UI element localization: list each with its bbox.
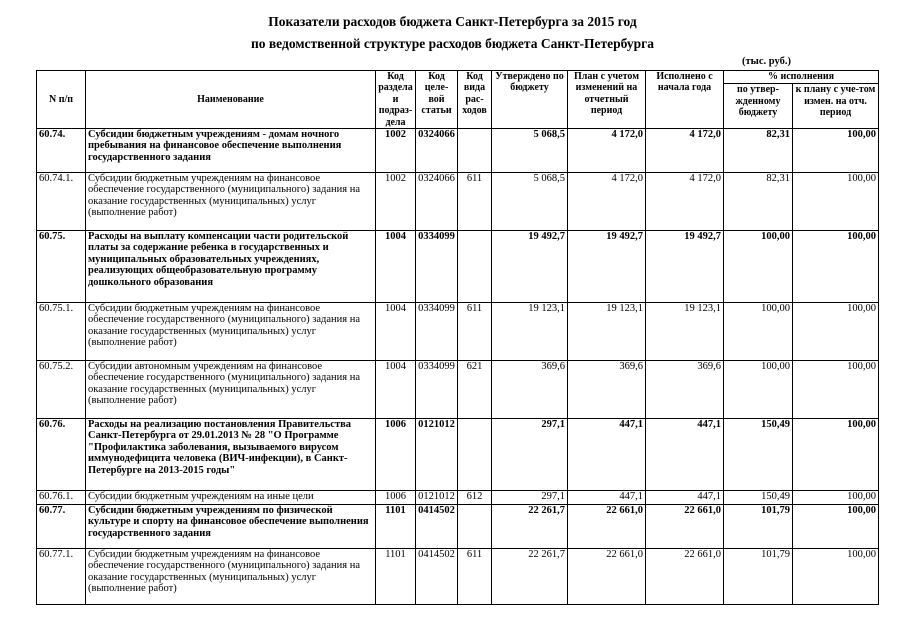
row-num: 60.75. xyxy=(37,231,86,303)
row-pct-plan: 100,00 xyxy=(793,361,879,419)
row-pct-plan: 100,00 xyxy=(793,491,879,505)
row-razdel: 1004 xyxy=(376,231,416,303)
row-utv: 5 068,5 xyxy=(492,173,568,231)
row-pct-utv: 82,31 xyxy=(724,173,793,231)
row-plan: 4 172,0 xyxy=(568,129,646,173)
col-header-razdel: Код раздела и подраз-дела xyxy=(376,71,416,129)
row-vid: 611 xyxy=(458,173,492,231)
col-header-isp: Исполнено с начала года xyxy=(646,71,724,129)
row-razdel: 1004 xyxy=(376,303,416,361)
row-isp: 447,1 xyxy=(646,419,724,491)
row-name: Субсидии бюджетным учреждениям на иные цели xyxy=(86,491,376,505)
row-pct-utv: 82,31 xyxy=(724,129,793,173)
row-statya: 0324066 xyxy=(416,129,458,173)
row-razdel: 1004 xyxy=(376,361,416,419)
row-isp: 4 172,0 xyxy=(646,173,724,231)
row-vid xyxy=(458,505,492,549)
row-statya: 0121012 xyxy=(416,491,458,505)
table-body xyxy=(37,129,879,605)
table-row xyxy=(37,491,879,505)
row-plan: 22 661,0 xyxy=(568,549,646,605)
row-pct-plan: 100,00 xyxy=(793,419,879,491)
row-pct-utv: 150,49 xyxy=(724,419,793,491)
col-header-plan: План с учетом изменений на отчетный период xyxy=(568,71,646,129)
row-vid: 621 xyxy=(458,361,492,419)
row-plan: 447,1 xyxy=(568,419,646,491)
col-header-utv: Утверждено по бюджету xyxy=(492,71,568,129)
table-row xyxy=(37,549,879,605)
row-num: 60.76. xyxy=(37,419,86,491)
col-header-pct-plan: к плану с уче-том измен. на отч. период xyxy=(793,84,879,129)
row-name: Субсидии бюджетным учреждениям по физической культуре и спорту на финансовое обеспечение выполнения государственного задания xyxy=(86,505,376,549)
table-row xyxy=(37,303,879,361)
row-pct-plan: 100,00 xyxy=(793,173,879,231)
row-num: 60.75.2. xyxy=(37,361,86,419)
report-title-line2: по ведомственной структуре расходов бюджета Санкт-Петербурга xyxy=(250,36,655,51)
row-statya: 0324066 xyxy=(416,173,458,231)
row-num: 60.75.1. xyxy=(37,303,86,361)
col-header-pct: % исполнения xyxy=(724,71,879,84)
row-utv: 5 068,5 xyxy=(492,129,568,173)
row-num: 60.74. xyxy=(37,129,86,173)
col-header-num: N п/п xyxy=(37,71,86,129)
row-pct-utv: 100,00 xyxy=(724,231,793,303)
row-isp: 22 661,0 xyxy=(646,549,724,605)
units-label: (тыс. руб.) xyxy=(742,56,791,67)
row-razdel: 1101 xyxy=(376,505,416,549)
row-plan: 19 123,1 xyxy=(568,303,646,361)
row-utv: 297,1 xyxy=(492,419,568,491)
row-isp: 22 661,0 xyxy=(646,505,724,549)
row-razdel: 1101 xyxy=(376,549,416,605)
table-row xyxy=(37,129,879,173)
budget-table xyxy=(36,70,879,605)
row-plan: 19 492,7 xyxy=(568,231,646,303)
row-statya: 0334099 xyxy=(416,303,458,361)
row-name: Субсидии автономным учреждениям на финансовое обеспечение государственного (муниципального) задания на оказание государственных (муниципальных) услуг (выполнение работ) xyxy=(86,361,376,419)
row-utv: 297,1 xyxy=(492,491,568,505)
row-isp: 369,6 xyxy=(646,361,724,419)
row-statya: 0121012 xyxy=(416,419,458,491)
row-num: 60.77. xyxy=(37,505,86,549)
row-plan: 4 172,0 xyxy=(568,173,646,231)
col-header-name: Наименование xyxy=(86,71,376,129)
row-vid xyxy=(458,231,492,303)
col-header-vid: Код вида рас-ходов xyxy=(458,71,492,129)
row-pct-utv: 101,79 xyxy=(724,505,793,549)
row-plan: 22 661,0 xyxy=(568,505,646,549)
row-pct-utv: 100,00 xyxy=(724,361,793,419)
row-name: Субсидии бюджетным учреждениям на финансовое обеспечение государственного (муниципального) задания на оказание государственных (муниципальных) услуг (выполнение работ) xyxy=(86,303,376,361)
row-pct-plan: 100,00 xyxy=(793,303,879,361)
table-row xyxy=(37,419,879,491)
row-pct-utv: 101,79 xyxy=(724,549,793,605)
row-utv: 22 261,7 xyxy=(492,549,568,605)
row-utv: 22 261,7 xyxy=(492,505,568,549)
row-num: 60.74.1. xyxy=(37,173,86,231)
table-row xyxy=(37,361,879,419)
row-num: 60.77.1. xyxy=(37,549,86,605)
col-header-pct-utv: по утвер-жденному бюджету xyxy=(724,84,793,129)
table-row xyxy=(37,173,879,231)
row-pct-utv: 100,00 xyxy=(724,303,793,361)
row-pct-plan: 100,00 xyxy=(793,129,879,173)
row-name: Расходы на реализацию постановления Правительства Санкт-Петербурга от 29.01.2013 № 28 "О Программе "Профилактика заболевания, вызываемого вирусом иммунодефицита человека (ВИЧ-инфекции), в Санкт-Петербурге на 2013-2015 годы" xyxy=(86,419,376,491)
col-header-statya: Код целе-вой статьи xyxy=(416,71,458,129)
row-statya: 0414502 xyxy=(416,505,458,549)
row-pct-plan: 100,00 xyxy=(793,231,879,303)
row-num: 60.76.1. xyxy=(37,491,86,505)
row-vid: 612 xyxy=(458,491,492,505)
row-pct-utv: 150,49 xyxy=(724,491,793,505)
row-pct-plan: 100,00 xyxy=(793,549,879,605)
row-isp: 19 492,7 xyxy=(646,231,724,303)
row-name: Расходы на выплату компенсации части родительской платы за содержание ребенка в государственных и муниципальных образовательных учреждениях, реализующих общеобразовательную программу дошкольного образования xyxy=(86,231,376,303)
row-name: Субсидии бюджетным учреждениям на финансовое обеспечение государственного (муниципального) задания на оказание государственных (муниципальных) услуг (выполнение работ) xyxy=(86,173,376,231)
row-utv: 19 492,7 xyxy=(492,231,568,303)
table-row xyxy=(37,505,879,549)
row-name: Субсидии бюджетным учреждениям - домам ночного пребывания на финансовое обеспечение выполнения государственного задания xyxy=(86,129,376,173)
row-statya: 0334099 xyxy=(416,361,458,419)
report-title-line1: Показатели расходов бюджета Санкт-Петербурга за 2015 год xyxy=(268,14,637,29)
row-plan: 369,6 xyxy=(568,361,646,419)
row-isp: 19 123,1 xyxy=(646,303,724,361)
row-razdel: 1002 xyxy=(376,129,416,173)
table-row xyxy=(37,231,879,303)
row-name: Субсидии бюджетным учреждениям на финансовое обеспечение государственного (муниципального) задания на оказание государственных (муниципальных) услуг (выполнение работ) xyxy=(86,549,376,605)
row-vid: 611 xyxy=(458,303,492,361)
row-isp: 4 172,0 xyxy=(646,129,724,173)
row-isp: 447,1 xyxy=(646,491,724,505)
row-statya: 0334099 xyxy=(416,231,458,303)
row-plan: 447,1 xyxy=(568,491,646,505)
row-pct-plan: 100,00 xyxy=(793,505,879,549)
row-razdel: 1006 xyxy=(376,491,416,505)
row-vid: 611 xyxy=(458,549,492,605)
row-utv: 369,6 xyxy=(492,361,568,419)
row-razdel: 1002 xyxy=(376,173,416,231)
row-vid xyxy=(458,419,492,491)
row-statya: 0414502 xyxy=(416,549,458,605)
row-utv: 19 123,1 xyxy=(492,303,568,361)
row-vid xyxy=(458,129,492,173)
row-razdel: 1006 xyxy=(376,419,416,491)
